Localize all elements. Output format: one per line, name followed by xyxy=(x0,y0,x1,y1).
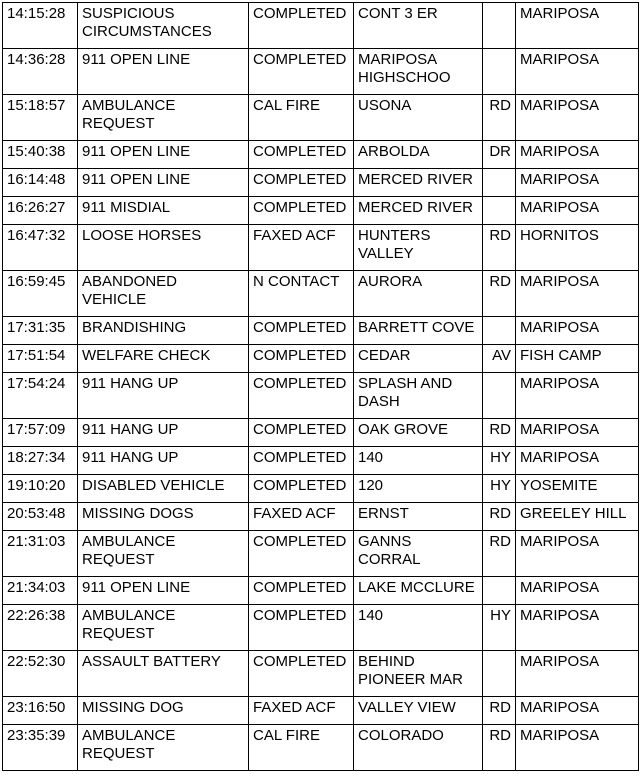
call-city: MARIPOSA xyxy=(516,651,639,697)
call-address: BEHIND PIONEER MAR xyxy=(354,651,483,697)
call-time: 15:18:57 xyxy=(3,95,78,141)
call-disposition: COMPLETED xyxy=(249,141,354,169)
table-row xyxy=(3,419,639,447)
call-time: 16:47:32 xyxy=(3,225,78,271)
table-row xyxy=(3,225,639,271)
call-type: MISSING DOG xyxy=(78,697,249,725)
call-street-suffix: RD xyxy=(483,271,516,317)
call-type: BRANDISHING xyxy=(78,317,249,345)
table-row xyxy=(3,3,639,49)
table-row xyxy=(3,271,639,317)
table-row xyxy=(3,169,639,197)
table-row xyxy=(3,95,639,141)
call-type: 911 OPEN LINE xyxy=(78,169,249,197)
call-street-suffix: RD xyxy=(483,697,516,725)
call-street-suffix xyxy=(483,197,516,225)
call-time: 17:57:09 xyxy=(3,419,78,447)
call-disposition: COMPLETED xyxy=(249,317,354,345)
call-city: MARIPOSA xyxy=(516,271,639,317)
table-row xyxy=(3,503,639,531)
call-street-suffix: RD xyxy=(483,725,516,771)
call-address: ARBOLDA xyxy=(354,141,483,169)
call-type: 911 HANG UP xyxy=(78,373,249,419)
call-city: MARIPOSA xyxy=(516,141,639,169)
call-address: 140 xyxy=(354,605,483,651)
table-row xyxy=(3,605,639,651)
table-row xyxy=(3,531,639,577)
call-street-suffix: HY xyxy=(483,605,516,651)
call-city: MARIPOSA xyxy=(516,197,639,225)
call-disposition: COMPLETED xyxy=(249,577,354,605)
call-type: ASSAULT BATTERY xyxy=(78,651,249,697)
call-address: USONA xyxy=(354,95,483,141)
call-type: 911 HANG UP xyxy=(78,419,249,447)
call-city: MARIPOSA xyxy=(516,531,639,577)
call-address: ERNST xyxy=(354,503,483,531)
call-city: MARIPOSA xyxy=(516,95,639,141)
call-address: GANNS CORRAL xyxy=(354,531,483,577)
call-log-table xyxy=(2,2,639,771)
call-disposition: FAXED ACF xyxy=(249,225,354,271)
call-disposition: CAL FIRE xyxy=(249,95,354,141)
call-time: 23:35:39 xyxy=(3,725,78,771)
call-address: MERCED RIVER xyxy=(354,169,483,197)
table-row xyxy=(3,577,639,605)
call-time: 15:40:38 xyxy=(3,141,78,169)
call-street-suffix xyxy=(483,317,516,345)
call-disposition: COMPLETED xyxy=(249,605,354,651)
call-city: MARIPOSA xyxy=(516,577,639,605)
call-disposition: COMPLETED xyxy=(249,49,354,95)
call-disposition: COMPLETED xyxy=(249,3,354,49)
call-disposition: COMPLETED xyxy=(249,475,354,503)
call-address: MARIPOSA HIGHSCHOO xyxy=(354,49,483,95)
call-city: MARIPOSA xyxy=(516,169,639,197)
call-time: 16:26:27 xyxy=(3,197,78,225)
call-type: MISSING DOGS xyxy=(78,503,249,531)
call-time: 17:31:35 xyxy=(3,317,78,345)
call-time: 17:51:54 xyxy=(3,345,78,373)
call-city: GREELEY HILL xyxy=(516,503,639,531)
call-disposition: CAL FIRE xyxy=(249,725,354,771)
call-type: AMBULANCE REQUEST xyxy=(78,531,249,577)
call-city: MARIPOSA xyxy=(516,447,639,475)
table-row xyxy=(3,447,639,475)
call-city: MARIPOSA xyxy=(516,725,639,771)
call-disposition: COMPLETED xyxy=(249,197,354,225)
call-disposition: COMPLETED xyxy=(249,531,354,577)
table-row xyxy=(3,317,639,345)
call-street-suffix: RD xyxy=(483,95,516,141)
call-address: COLORADO xyxy=(354,725,483,771)
call-type: LOOSE HORSES xyxy=(78,225,249,271)
table-row xyxy=(3,373,639,419)
call-address: 140 xyxy=(354,447,483,475)
call-type: 911 HANG UP xyxy=(78,447,249,475)
call-address: LAKE MCCLURE xyxy=(354,577,483,605)
call-street-suffix xyxy=(483,169,516,197)
call-time: 16:59:45 xyxy=(3,271,78,317)
call-type: WELFARE CHECK xyxy=(78,345,249,373)
call-address: CONT 3 ER xyxy=(354,3,483,49)
table-row xyxy=(3,345,639,373)
table-row xyxy=(3,725,639,771)
table-row xyxy=(3,475,639,503)
call-type: SUSPICIOUS CIRCUMSTANCES xyxy=(78,3,249,49)
call-address: 120 xyxy=(354,475,483,503)
call-disposition: COMPLETED xyxy=(249,651,354,697)
call-city: MARIPOSA xyxy=(516,317,639,345)
call-city: FISH CAMP xyxy=(516,345,639,373)
call-type: AMBULANCE REQUEST xyxy=(78,605,249,651)
call-street-suffix: HY xyxy=(483,475,516,503)
call-street-suffix xyxy=(483,577,516,605)
call-type: 911 OPEN LINE xyxy=(78,49,249,95)
call-type: AMBULANCE REQUEST xyxy=(78,95,249,141)
call-city: MARIPOSA xyxy=(516,697,639,725)
table-row xyxy=(3,49,639,95)
call-time: 21:31:03 xyxy=(3,531,78,577)
call-type: 911 OPEN LINE xyxy=(78,577,249,605)
call-disposition: COMPLETED xyxy=(249,373,354,419)
call-disposition: COMPLETED xyxy=(249,169,354,197)
call-address: CEDAR xyxy=(354,345,483,373)
call-time: 22:52:30 xyxy=(3,651,78,697)
call-disposition: FAXED ACF xyxy=(249,503,354,531)
call-address: OAK GROVE xyxy=(354,419,483,447)
call-type: 911 OPEN LINE xyxy=(78,141,249,169)
table-row xyxy=(3,651,639,697)
call-time: 14:36:28 xyxy=(3,49,78,95)
call-street-suffix xyxy=(483,373,516,419)
call-type: 911 MISDIAL xyxy=(78,197,249,225)
call-time: 18:27:34 xyxy=(3,447,78,475)
call-type: DISABLED VEHICLE xyxy=(78,475,249,503)
call-address: HUNTERS VALLEY xyxy=(354,225,483,271)
call-disposition: COMPLETED xyxy=(249,447,354,475)
call-street-suffix: AV xyxy=(483,345,516,373)
call-disposition: COMPLETED xyxy=(249,419,354,447)
call-disposition: N CONTACT xyxy=(249,271,354,317)
call-disposition: FAXED ACF xyxy=(249,697,354,725)
call-street-suffix xyxy=(483,651,516,697)
call-street-suffix: RD xyxy=(483,419,516,447)
call-address: AURORA xyxy=(354,271,483,317)
call-city: MARIPOSA xyxy=(516,3,639,49)
call-time: 14:15:28 xyxy=(3,3,78,49)
call-street-suffix: RD xyxy=(483,531,516,577)
call-street-suffix: RD xyxy=(483,503,516,531)
call-address: VALLEY VIEW xyxy=(354,697,483,725)
call-city: YOSEMITE xyxy=(516,475,639,503)
call-street-suffix: DR xyxy=(483,141,516,169)
call-street-suffix xyxy=(483,3,516,49)
call-city: MARIPOSA xyxy=(516,605,639,651)
call-street-suffix: RD xyxy=(483,225,516,271)
call-time: 17:54:24 xyxy=(3,373,78,419)
call-city: MARIPOSA xyxy=(516,419,639,447)
call-disposition: COMPLETED xyxy=(249,345,354,373)
call-street-suffix: HY xyxy=(483,447,516,475)
call-time: 21:34:03 xyxy=(3,577,78,605)
call-city: MARIPOSA xyxy=(516,49,639,95)
call-city: HORNITOS xyxy=(516,225,639,271)
call-time: 19:10:20 xyxy=(3,475,78,503)
table-row xyxy=(3,197,639,225)
call-type: ABANDONED VEHICLE xyxy=(78,271,249,317)
call-time: 16:14:48 xyxy=(3,169,78,197)
call-time: 20:53:48 xyxy=(3,503,78,531)
call-street-suffix xyxy=(483,49,516,95)
call-log-body xyxy=(3,3,639,771)
table-row xyxy=(3,697,639,725)
call-city: MARIPOSA xyxy=(516,373,639,419)
call-time: 22:26:38 xyxy=(3,605,78,651)
table-row xyxy=(3,141,639,169)
call-address: MERCED RIVER xyxy=(354,197,483,225)
call-time: 23:16:50 xyxy=(3,697,78,725)
call-type: AMBULANCE REQUEST xyxy=(78,725,249,771)
call-address: BARRETT COVE xyxy=(354,317,483,345)
call-address: SPLASH AND DASH xyxy=(354,373,483,419)
